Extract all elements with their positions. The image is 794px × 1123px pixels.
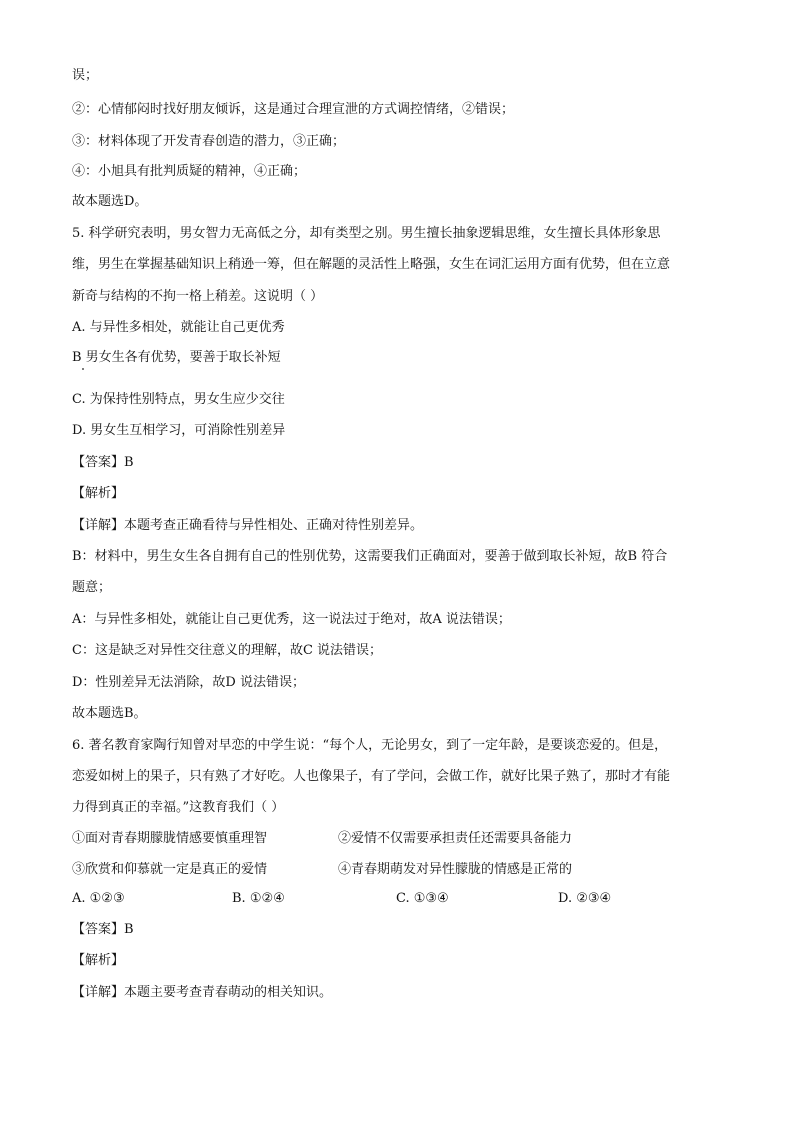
text-line: ②：心情郁闷时找好朋友倾诉，这是通过合理宣泄的方式调控情绪，②错误；: [72, 102, 515, 117]
question-6-statement-4: ④青春期萌发对异性朦胧的情感是正常的: [338, 862, 573, 877]
detail-text: 故本题选B。: [72, 706, 147, 721]
question-6-statement-3: ③欣赏和仰慕就一定是真正的爱情: [72, 862, 268, 877]
analysis-label: 【解析】: [72, 953, 125, 968]
detail-text: C：这是缺乏对异性交往意义的理解，故C 说法错误；: [72, 643, 383, 658]
question-5-option-b: B 男女生各有优势，要善于取长补短: [72, 350, 281, 365]
text-line: ④：小旭具有批判质疑的精神，④正确；: [72, 164, 307, 179]
detail-text: D：性别差异无法消除，故D 说法错误；: [72, 675, 305, 690]
answer-label: 【答案】B: [72, 922, 134, 937]
question-6-stem: 恋爱如树上的果子，只有熟了才好吃。人也像果子，有了学问，会做工作，就好比果子熟了，那时才有能: [72, 769, 671, 784]
detail-text: B：材料中，男生女生各自拥有自己的性别优势，这需要我们正确面对，要善于做到取长补短，故B 符合: [72, 549, 668, 564]
question-5-stem: 新奇与结构的不拘一格上稍差。这说明（ ）: [72, 289, 324, 304]
question-6-option-a: A. ①②③: [72, 891, 125, 906]
text-line: 故本题选D。: [72, 194, 148, 209]
question-6-stem: 力得到真正的幸福。”这教育我们（ ）: [72, 800, 285, 815]
question-5-option-a: A. 与异性多相处，就能让自己更优秀: [72, 320, 285, 335]
text-line: 误；: [72, 68, 99, 83]
question-5-option-c: C. 为保持性别特点，男女生应少交往: [72, 392, 285, 407]
question-5-stem: 5. 科学研究表明，男女智力无高低之分，却有类型之别。男生擅长抽象逻辑思维，女生擅长具体形象思: [72, 226, 661, 241]
analysis-label: 【解析】: [72, 486, 125, 501]
detail-text: 【详解】本题考查正确看待与异性相处、正确对待性别差异。: [72, 518, 424, 533]
detail-text: 题意；: [72, 580, 112, 595]
detail-text: A：与异性多相处，就能让自己更优秀，这一说法过于绝对，故A 说法错误；: [72, 612, 511, 627]
question-6-option-d: D. ②③④: [558, 891, 612, 906]
question-6-statement-1: ①面对青春期朦胧情感要慎重理智: [72, 831, 268, 846]
answer-label: 【答案】B: [72, 455, 134, 470]
stray-dot: [82, 368, 84, 370]
question-5-option-d: D. 男女生互相学习，可消除性别差异: [72, 423, 286, 438]
question-6-statement-2: ②爱情不仅需要承担责任还需要具备能力: [338, 831, 573, 846]
question-5-stem: 维，男生在掌握基础知识上稍逊一筹，但在解题的灵活性上略强，女生在词汇运用方面有优势，但在立意: [72, 257, 671, 272]
detail-text: 【详解】本题主要考查青春萌动的相关知识。: [72, 985, 333, 1000]
question-6-option-b: B. ①②④: [232, 891, 285, 906]
question-6-stem: 6. 著名教育家陶行知曾对早恋的中学生说：“每个人，无论男女，到了一定年龄，是要谈恋爱的。但是，: [72, 738, 668, 753]
text-line: ③：材料体现了开发青春创造的潜力，③正确；: [72, 134, 346, 149]
question-6-option-c: C. ①③④: [396, 891, 449, 906]
